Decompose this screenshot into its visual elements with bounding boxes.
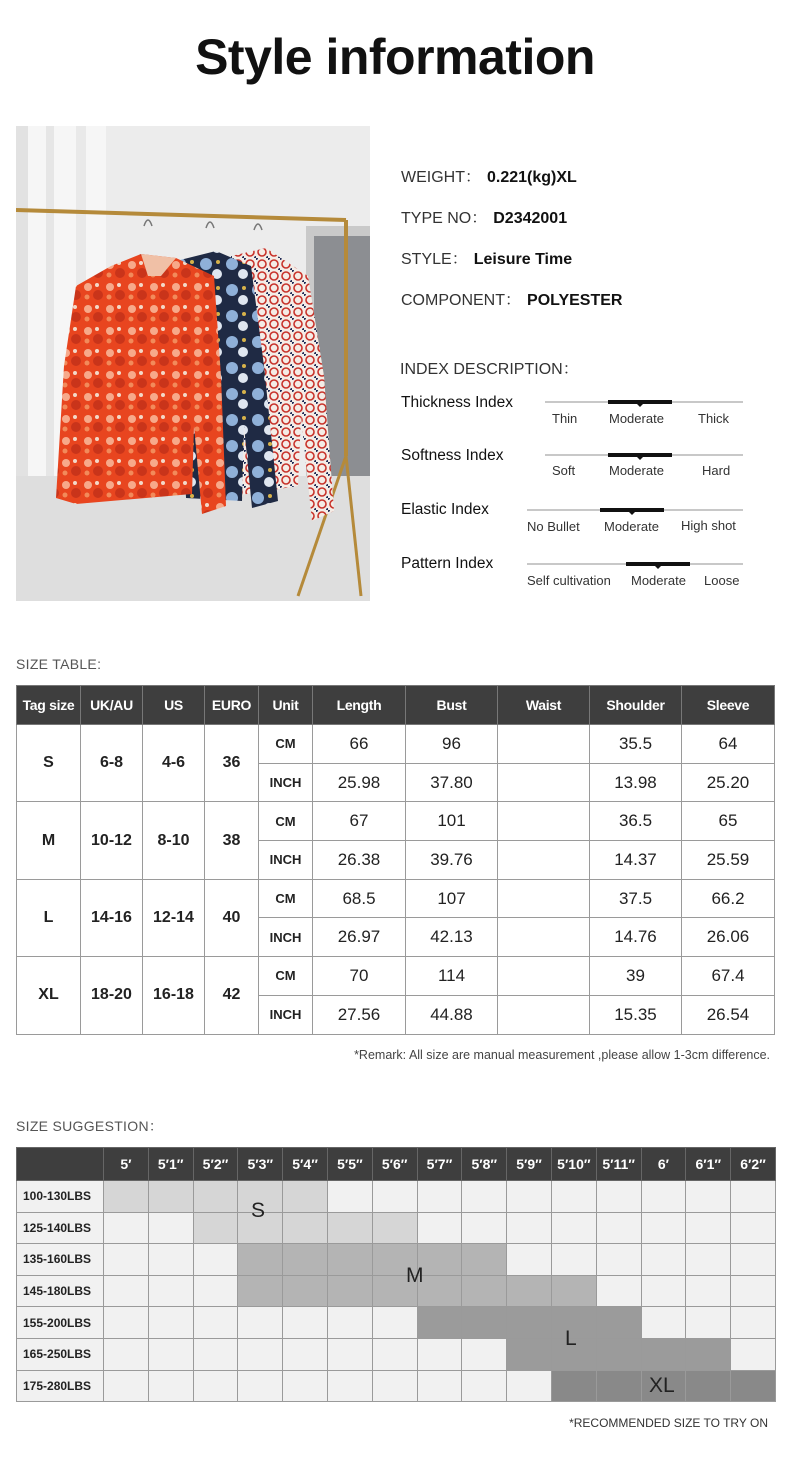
bust-cell: 96 xyxy=(406,725,498,764)
length-cell: 68.5 xyxy=(313,879,406,918)
size-zone-cell xyxy=(641,1338,686,1370)
grid-cell xyxy=(686,1275,731,1307)
tag-size-cell: S xyxy=(17,725,81,802)
us-cell: 12-14 xyxy=(143,879,205,956)
grid-cell xyxy=(686,1244,731,1276)
elastic-index-label: Elastic Index xyxy=(401,501,489,518)
grid-cell xyxy=(596,1275,641,1307)
col-sleeve: Sleeve xyxy=(682,686,775,725)
weight-label: 135-160LBS xyxy=(17,1244,104,1276)
grid-cell xyxy=(148,1338,193,1370)
grid-cell xyxy=(283,1338,328,1370)
grid-cell xyxy=(238,1338,283,1370)
col-waist: Waist xyxy=(498,686,590,725)
tag-size-cell: XL xyxy=(17,957,81,1034)
grid-cell xyxy=(193,1275,238,1307)
size-zone-cell xyxy=(507,1307,552,1339)
grid-cell xyxy=(148,1307,193,1339)
grid-cell xyxy=(327,1181,372,1213)
weight-label: 125-140LBS xyxy=(17,1212,104,1244)
size-zone-cell xyxy=(462,1244,507,1276)
bust-cell: 42.13 xyxy=(406,918,498,957)
waist-cell xyxy=(498,763,590,802)
table-row xyxy=(17,879,775,918)
height-header-cell: 5′11″ xyxy=(596,1148,641,1181)
grid-cell xyxy=(104,1244,149,1276)
waist-cell xyxy=(498,995,590,1034)
grid-cell xyxy=(148,1212,193,1244)
grid-cell xyxy=(104,1307,149,1339)
size-zone-cell xyxy=(238,1275,283,1307)
grid-cell xyxy=(193,1370,238,1402)
unit-cell: CM xyxy=(259,957,313,996)
unit-cell: INCH xyxy=(259,995,313,1034)
weight-label: 165-250LBS xyxy=(17,1338,104,1370)
waist-cell xyxy=(498,725,590,764)
grid-cell xyxy=(596,1212,641,1244)
grid-cell xyxy=(238,1370,283,1402)
softness-high: Hard xyxy=(702,463,731,478)
shoulder-cell: 13.98 xyxy=(590,763,682,802)
grid-cell xyxy=(462,1181,507,1213)
softness-low: Soft xyxy=(552,463,576,478)
thickness-mid: Moderate xyxy=(609,411,664,426)
uk-au-cell: 18-20 xyxy=(81,957,143,1034)
grid-cell xyxy=(507,1370,552,1402)
grid-cell xyxy=(731,1307,776,1339)
grid-cell xyxy=(327,1307,372,1339)
size-zone-cell xyxy=(731,1370,776,1402)
size-table-header xyxy=(17,686,775,725)
shoulder-cell: 15.35 xyxy=(590,995,682,1034)
size-zone-cell xyxy=(686,1370,731,1402)
height-header-cell: 6′ xyxy=(641,1148,686,1181)
length-cell: 66 xyxy=(313,725,406,764)
height-header-cell: 5′5″ xyxy=(327,1148,372,1181)
grid-cell xyxy=(193,1307,238,1339)
height-header-cell: 5′2″ xyxy=(193,1148,238,1181)
weight-row xyxy=(401,164,577,187)
height-header-cell: 5′9″ xyxy=(507,1148,552,1181)
size-zone-cell xyxy=(596,1307,641,1339)
recommendation-note: *RECOMMENDED SIZE TO TRY ON xyxy=(569,1416,768,1430)
grid-cell xyxy=(417,1181,462,1213)
euro-cell: 36 xyxy=(205,725,259,802)
size-zone-cell xyxy=(372,1212,417,1244)
us-cell: 8-10 xyxy=(143,802,205,879)
tag-size-cell: M xyxy=(17,802,81,879)
sleeve-cell: 65 xyxy=(682,802,775,841)
grid-cell xyxy=(417,1338,462,1370)
unit-cell: CM xyxy=(259,725,313,764)
weight-row xyxy=(17,1212,776,1244)
pattern-index-label: Pattern Index xyxy=(401,555,494,572)
bust-cell: 101 xyxy=(406,802,498,841)
elastic-low: No Bullet xyxy=(527,519,580,534)
zone-label-xl: XL xyxy=(649,1374,675,1397)
pattern-high: Loose xyxy=(704,573,740,588)
grid-cell xyxy=(641,1307,686,1339)
size-zone-cell xyxy=(551,1275,596,1307)
grid-cell xyxy=(507,1181,552,1213)
size-table-heading: SIZE TABLE: xyxy=(16,656,102,672)
grid-cell xyxy=(148,1275,193,1307)
size-zone-cell xyxy=(462,1307,507,1339)
sleeve-cell: 64 xyxy=(682,725,775,764)
grid-cell xyxy=(596,1181,641,1213)
style-row xyxy=(401,246,572,269)
size-remark: *Remark: All size are manual measurement ,please allow 1-3cm difference. xyxy=(354,1048,770,1062)
size-suggestion-table xyxy=(16,1147,776,1402)
sleeve-cell: 66.2 xyxy=(682,879,775,918)
size-zone-cell xyxy=(596,1338,641,1370)
size-zone-cell xyxy=(327,1212,372,1244)
type-value: D2342001 xyxy=(493,210,568,227)
bust-cell: 114 xyxy=(406,957,498,996)
grid-cell xyxy=(551,1181,596,1213)
grid-cell xyxy=(417,1370,462,1402)
grid-cell xyxy=(462,1338,507,1370)
weight-label: 155-200LBS xyxy=(17,1307,104,1339)
size-zone-cell xyxy=(507,1338,552,1370)
style-value: Leisure Time xyxy=(473,251,573,268)
col-euro: EURO xyxy=(205,686,259,725)
table-row xyxy=(17,725,775,764)
sleeve-cell: 26.06 xyxy=(682,918,775,957)
length-cell: 27.56 xyxy=(313,995,406,1034)
grid-cell xyxy=(104,1275,149,1307)
grid-cell xyxy=(731,1338,776,1370)
size-zone-cell xyxy=(596,1370,641,1402)
grid-cell xyxy=(104,1338,149,1370)
size-zone-cell xyxy=(462,1275,507,1307)
elastic-marker xyxy=(600,508,664,512)
weight-row xyxy=(17,1181,776,1213)
size-zone-cell xyxy=(104,1181,149,1213)
height-header-cell: 6′2″ xyxy=(731,1148,776,1181)
shoulder-cell: 35.5 xyxy=(590,725,682,764)
uk-au-cell: 6-8 xyxy=(81,725,143,802)
size-zone-cell xyxy=(417,1307,462,1339)
bust-cell: 107 xyxy=(406,879,498,918)
weight-label: 100-130LBS xyxy=(17,1181,104,1213)
grid-cell xyxy=(686,1212,731,1244)
grid-cell xyxy=(596,1244,641,1276)
size-table xyxy=(16,685,775,1035)
height-header-cell: 6′1″ xyxy=(686,1148,731,1181)
thickness-marker xyxy=(608,400,672,404)
col-unit: Unit xyxy=(259,686,313,725)
grid-cell xyxy=(731,1212,776,1244)
grid-cell xyxy=(462,1212,507,1244)
sleeve-cell: 26.54 xyxy=(682,995,775,1034)
euro-cell: 40 xyxy=(205,879,259,956)
size-zone-cell xyxy=(193,1181,238,1213)
size-zone-cell xyxy=(283,1275,328,1307)
weight-label: 175-280LBS xyxy=(17,1370,104,1402)
length-cell: 67 xyxy=(313,802,406,841)
length-cell: 26.38 xyxy=(313,841,406,880)
grid-cell xyxy=(507,1212,552,1244)
softness-mid: Moderate xyxy=(609,463,664,478)
type-row xyxy=(401,205,567,228)
table-row xyxy=(17,957,775,996)
grid-cell xyxy=(104,1212,149,1244)
grid-cell xyxy=(193,1244,238,1276)
euro-cell: 38 xyxy=(205,802,259,879)
grid-cell xyxy=(283,1307,328,1339)
size-zone-cell xyxy=(327,1244,372,1276)
height-header-cell: 5′7″ xyxy=(417,1148,462,1181)
unit-cell: CM xyxy=(259,879,313,918)
grid-cell xyxy=(372,1370,417,1402)
grid-cell xyxy=(372,1307,417,1339)
size-zone-cell xyxy=(283,1181,328,1213)
component-label: COMPONENT： xyxy=(401,292,522,309)
size-zone-cell xyxy=(283,1212,328,1244)
unit-cell: CM xyxy=(259,802,313,841)
grid-cell xyxy=(372,1181,417,1213)
size-zone-cell xyxy=(283,1244,328,1276)
unit-cell: INCH xyxy=(259,841,313,880)
size-suggestion-heading: SIZE SUGGESTION： xyxy=(16,1118,164,1134)
type-label: TYPE NO： xyxy=(401,210,488,227)
waist-cell xyxy=(498,841,590,880)
euro-cell: 42 xyxy=(205,957,259,1034)
height-header-cell: 5′4″ xyxy=(283,1148,328,1181)
weight-value: 0.221(kg)XL xyxy=(487,169,577,186)
height-header-cell: 5′3″ xyxy=(238,1148,283,1181)
length-cell: 70 xyxy=(313,957,406,996)
grid-cell xyxy=(641,1275,686,1307)
unit-cell: INCH xyxy=(259,918,313,957)
zone-label-m: M xyxy=(406,1264,424,1287)
sleeve-cell: 25.20 xyxy=(682,763,775,802)
grid-cell xyxy=(104,1370,149,1402)
table-row xyxy=(17,802,775,841)
softness-marker xyxy=(608,453,672,457)
grid-cell xyxy=(193,1338,238,1370)
height-header-cell: 5′10″ xyxy=(551,1148,596,1181)
weight-row xyxy=(17,1275,776,1307)
grid-cell xyxy=(327,1338,372,1370)
grid-cell xyxy=(641,1181,686,1213)
grid-cell xyxy=(417,1212,462,1244)
height-header-cell: 5′6″ xyxy=(372,1148,417,1181)
col-bust: Bust xyxy=(406,686,498,725)
index-heading: INDEX DESCRIPTION： xyxy=(400,361,579,378)
col-shoulder: Shoulder xyxy=(590,686,682,725)
thickness-low: Thin xyxy=(552,411,578,426)
uk-au-cell: 14-16 xyxy=(81,879,143,956)
softness-index-label: Softness Index xyxy=(401,447,504,464)
grid-cell xyxy=(641,1212,686,1244)
grid-cell xyxy=(283,1370,328,1402)
waist-cell xyxy=(498,879,590,918)
product-photo xyxy=(16,126,370,601)
zone-label-l: L xyxy=(565,1327,577,1350)
grid-cell xyxy=(372,1338,417,1370)
grid-cell xyxy=(686,1181,731,1213)
sleeve-cell: 25.59 xyxy=(682,841,775,880)
elastic-high: High shot xyxy=(681,518,736,533)
sleeve-cell: 67.4 xyxy=(682,957,775,996)
grid-cell xyxy=(641,1244,686,1276)
thickness-high: Thick xyxy=(698,411,730,426)
size-zone-cell xyxy=(551,1370,596,1402)
shoulder-cell: 37.5 xyxy=(590,879,682,918)
shoulder-cell: 14.37 xyxy=(590,841,682,880)
pattern-marker xyxy=(626,562,690,566)
grid-cell xyxy=(148,1244,193,1276)
weight-label: WEIGHT： xyxy=(401,169,481,186)
bust-cell: 44.88 xyxy=(406,995,498,1034)
shoulder-cell: 36.5 xyxy=(590,802,682,841)
grid-cell xyxy=(238,1307,283,1339)
grid-cell xyxy=(686,1307,731,1339)
weight-row xyxy=(17,1244,776,1276)
size-zone-cell xyxy=(417,1275,462,1307)
grid-cell xyxy=(551,1244,596,1276)
grid-cell xyxy=(731,1275,776,1307)
bust-cell: 37.80 xyxy=(406,763,498,802)
grid-cell xyxy=(507,1244,552,1276)
size-zone-cell xyxy=(417,1244,462,1276)
height-header-cell: 5′8″ xyxy=(462,1148,507,1181)
height-header-row xyxy=(17,1148,776,1181)
grid-cell xyxy=(462,1370,507,1402)
size-zone-cell xyxy=(327,1275,372,1307)
shirts-on-rack-image xyxy=(16,126,370,601)
component-value: POLYESTER xyxy=(527,292,623,309)
col-uk-au: UK/AU xyxy=(81,686,143,725)
height-header-cell: 5′1″ xyxy=(148,1148,193,1181)
uk-au-cell: 10-12 xyxy=(81,802,143,879)
size-zone-cell xyxy=(148,1181,193,1213)
length-cell: 25.98 xyxy=(313,763,406,802)
shoulder-cell: 14.76 xyxy=(590,918,682,957)
thickness-index-label: Thickness Index xyxy=(401,394,513,411)
zone-label-s: S xyxy=(251,1199,266,1222)
size-zone-cell xyxy=(507,1275,552,1307)
size-zone-cell xyxy=(686,1338,731,1370)
grid-cell xyxy=(731,1181,776,1213)
shoulder-cell: 39 xyxy=(590,957,682,996)
size-zone-cell xyxy=(193,1212,238,1244)
weight-label: 145-180LBS xyxy=(17,1275,104,1307)
corner-cell xyxy=(17,1148,104,1181)
waist-cell xyxy=(498,957,590,996)
grid-cell xyxy=(731,1244,776,1276)
col-tag-size: Tag size xyxy=(17,686,81,725)
pattern-mid: Moderate xyxy=(631,573,686,588)
grid-cell xyxy=(148,1370,193,1402)
grid-cell xyxy=(551,1212,596,1244)
col-us: US xyxy=(143,686,205,725)
height-header-cell: 5′ xyxy=(104,1148,149,1181)
us-cell: 4-6 xyxy=(143,725,205,802)
waist-cell xyxy=(498,802,590,841)
elastic-mid: Moderate xyxy=(604,519,659,534)
style-label: STYLE： xyxy=(401,251,468,268)
weight-row xyxy=(17,1307,776,1339)
length-cell: 26.97 xyxy=(313,918,406,957)
pattern-low: Self cultivation xyxy=(527,573,611,588)
page-title: Style information xyxy=(195,29,595,85)
size-zone-cell xyxy=(238,1244,283,1276)
weight-row xyxy=(17,1338,776,1370)
unit-cell: INCH xyxy=(259,763,313,802)
bust-cell: 39.76 xyxy=(406,841,498,880)
tag-size-cell: L xyxy=(17,879,81,956)
us-cell: 16-18 xyxy=(143,957,205,1034)
col-length: Length xyxy=(313,686,406,725)
component-row xyxy=(401,287,622,310)
grid-cell xyxy=(327,1370,372,1402)
waist-cell xyxy=(498,918,590,957)
